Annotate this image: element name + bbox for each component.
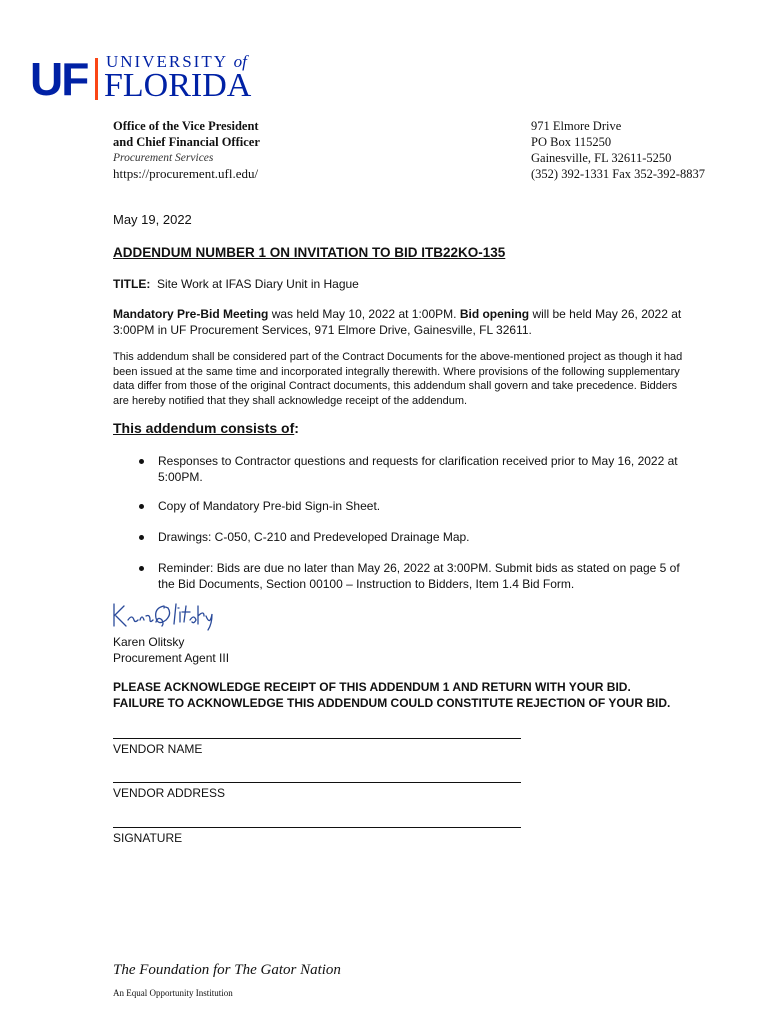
office-dept: Procurement Services: [113, 152, 214, 164]
signer-block: [113, 634, 229, 666]
signer-name: Karen Olitsky: [113, 635, 185, 649]
footer-tagline: The Foundation for The Gator Nation: [113, 962, 341, 978]
office-url: https://procurement.ufl.edu/: [113, 166, 259, 181]
bullet-dot: [139, 504, 144, 509]
office-line1: Office of the Vice President: [113, 119, 259, 133]
consists-heading: This addendum consists of:: [113, 420, 299, 436]
notice-line: are hereby notified that they shall acknowledge receipt of the addendum.: [113, 394, 468, 407]
bullet-dot: [139, 459, 144, 464]
address-phone: (352) 392-1331 Fax 352-392-8837: [531, 167, 705, 181]
letter-date: May 19, 2022: [113, 212, 192, 227]
notice-line: data differ from those of the original Contract documents, this addendum shall govern and take precedence. Bidders: [113, 380, 678, 392]
title-label: TITLE:: [113, 277, 151, 291]
address-city: Gainesville, FL 32611-5250: [531, 151, 672, 165]
bullet-item-2: Copy of Mandatory Pre-bid Sign-in Sheet.: [158, 499, 381, 513]
notice-paragraph: [113, 350, 733, 408]
handwritten-signature: [110, 598, 230, 636]
meeting-text2: will be held May 26, 2022 at: [529, 307, 682, 321]
address-street: 971 Elmore Drive: [531, 119, 622, 133]
office-block: [113, 118, 260, 182]
vendor-address-line[interactable]: [113, 782, 521, 783]
bullet-dot: [139, 566, 144, 571]
meeting-paragraph: [113, 306, 723, 338]
vendor-name-line[interactable]: [113, 738, 521, 739]
vendor-name-label: VENDOR NAME: [113, 742, 203, 756]
signature-line[interactable]: [113, 827, 521, 828]
meeting-line2: 3:00PM in UF Procurement Services, 971 Elmore Drive, Gainesville, FL 32611.: [113, 323, 532, 337]
title-value: Site Work at IFAS Diary Unit in Hague: [157, 277, 359, 291]
addendum-heading: ADDENDUM NUMBER 1 ON INVITATION TO BID ITB22KO-135: [113, 245, 506, 260]
title-line: [113, 276, 359, 292]
bullet-item-4: Reminder: Bids are due no later than May 26, 2022 at 3:00PM. Submit bids as stated on page 5 of the Bid Documents, Section 00100 – Instruction to Bidders, Item 1.4 Bid Form.: [158, 561, 680, 591]
bullet-dot: [139, 535, 144, 540]
notice-line: This addendum shall be considered part of the Contract Documents for the above-mentioned project as though it had: [113, 351, 683, 363]
bullet-item-3: Drawings: C-050, C-210 and Predeveloped Drainage Map.: [158, 530, 470, 544]
signature-label: SIGNATURE: [113, 831, 183, 845]
bullet-item-1: Responses to Contractor questions and requests for clarification received prior to May 16, 2022 at 5:00PM.: [158, 454, 678, 484]
uf-logo-divider: [95, 58, 98, 100]
office-line2: and Chief Financial Officer: [113, 135, 260, 149]
uf-logo-florida: FLORIDA: [104, 67, 252, 104]
uf-logo: [30, 50, 270, 104]
acknowledge-notice: PLEASE ACKNOWLEDGE RECEIPT OF THIS ADDENDUM 1 AND RETURN WITH YOUR BID. FAILURE TO ACKNOWLEDGE THIS ADDENDUM COULD CONSTITUTE REJECTION OF YOUR BID.: [113, 680, 671, 710]
bid-opening-label: Bid opening: [459, 307, 530, 321]
uf-logo-university: UNIVERSITY of: [106, 52, 247, 71]
signer-role: Procurement Agent III: [113, 651, 230, 665]
meeting-label: Mandatory Pre-Bid Meeting: [113, 307, 269, 321]
vendor-address-label: VENDOR ADDRESS: [113, 786, 226, 800]
address-pobox: PO Box 115250: [531, 135, 612, 149]
footer-eeo: An Equal Opportunity Institution: [113, 988, 233, 998]
notice-line: been issued at the same time and incorporated integrally therewith. Where provisions of the following supplementary: [113, 365, 680, 378]
address-block: [531, 118, 705, 182]
uf-logo-mark: UF: [30, 53, 88, 105]
meeting-text1: was held May 10, 2022 at 1:00PM.: [268, 307, 460, 321]
